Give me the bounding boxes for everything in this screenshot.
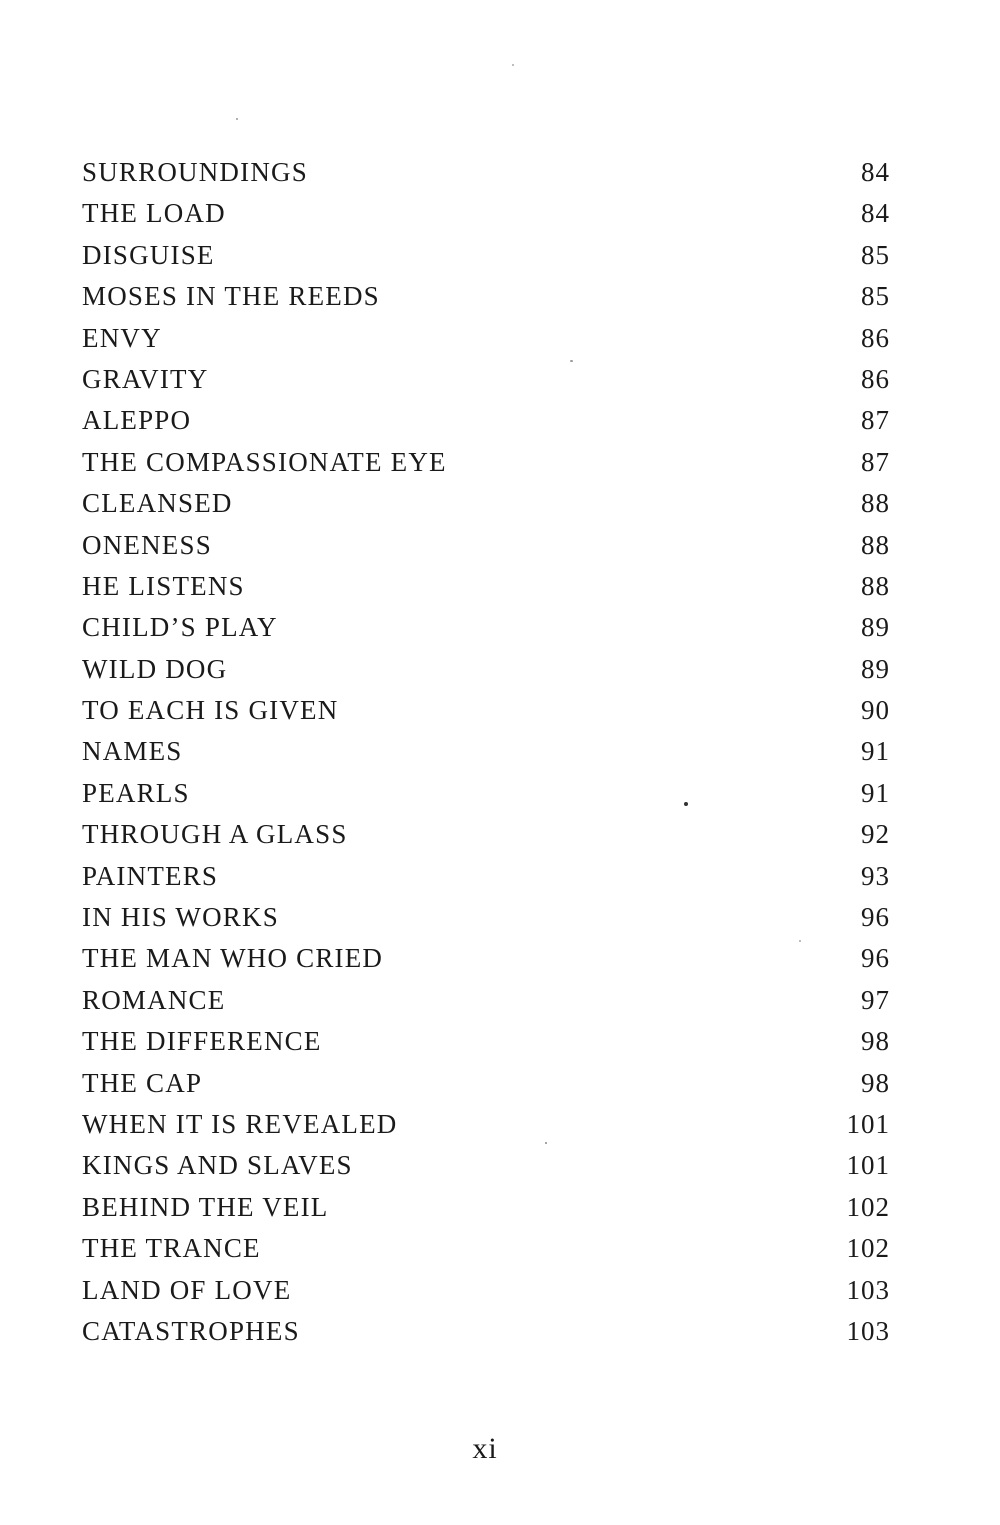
toc-entry: [82, 607, 890, 648]
toc-entry-page: 96: [861, 902, 890, 933]
scan-speck: [545, 1142, 547, 1144]
toc-entry: [82, 359, 890, 400]
toc-entry-title: LAND OF LOVE: [82, 1274, 292, 1305]
toc-entry-title: MOSES IN THE REEDS: [82, 281, 380, 312]
toc-entry-page: 96: [861, 943, 890, 974]
toc-entry: [82, 152, 890, 193]
toc-entry-page: 101: [846, 1108, 890, 1139]
toc-entry-title: THE CAP: [82, 1067, 203, 1098]
toc-entry-title: THE TRANCE: [82, 1233, 261, 1264]
scan-speck: [684, 802, 688, 806]
toc-entry: [82, 856, 890, 897]
toc-entry: [82, 235, 890, 276]
toc-entry-title: THE LOAD: [82, 198, 226, 229]
scan-speck: [799, 940, 801, 942]
toc-entry: [82, 1145, 890, 1186]
toc-entry-page: 85: [861, 281, 890, 312]
toc-entry-title: ONENESS: [82, 529, 212, 560]
toc-entry-page: 90: [861, 695, 890, 726]
toc-entry-page: 91: [861, 777, 890, 808]
toc-entry-page: 89: [861, 612, 890, 643]
toc-entry: [82, 1104, 890, 1145]
scan-speck: [236, 118, 238, 120]
scan-speck: [570, 360, 573, 362]
toc-entry: [82, 525, 890, 566]
toc-entry-title: TO EACH IS GIVEN: [82, 695, 339, 726]
toc-entry-page: 87: [861, 446, 890, 477]
toc-entry-title: HE LISTENS: [82, 570, 245, 601]
toc-entry-page: 84: [861, 157, 890, 187]
toc-entry-page: 84: [861, 198, 890, 229]
toc-entry: [82, 442, 890, 483]
toc-entry-title: THE MAN WHO CRIED: [82, 943, 384, 974]
toc-entry-title: CHILD’S PLAY: [82, 612, 278, 643]
toc-entry-page: 93: [861, 860, 890, 891]
toc-entry: [82, 1021, 890, 1062]
toc-entry: [82, 897, 890, 938]
toc-entry: [82, 649, 890, 690]
toc-entry: [82, 773, 890, 814]
toc-entry: [82, 1187, 890, 1228]
toc-entry-page: 103: [846, 1315, 890, 1346]
toc-entry-page: 98: [861, 1067, 890, 1098]
toc-entry-title: BEHIND THE VEIL: [82, 1191, 329, 1222]
toc-entry-title: DISGUISE: [82, 239, 215, 270]
toc-entry-title: CATASTROPHES: [82, 1315, 300, 1346]
toc-entry-page: 91: [861, 736, 890, 767]
toc-entry: [82, 731, 890, 772]
toc-entry-title: THE COMPASSIONATE EYE: [82, 446, 447, 477]
toc-entry-title: SURROUNDINGS: [82, 157, 308, 187]
toc-entry-page: 88: [861, 529, 890, 560]
toc-entry: [82, 1228, 890, 1269]
scan-speck: [512, 64, 514, 66]
toc-entry-page: 87: [861, 405, 890, 436]
toc-entry: [82, 400, 890, 441]
toc-entry-title: THE DIFFERENCE: [82, 1026, 322, 1057]
toc-entry-page: 98: [861, 1026, 890, 1057]
toc-entry: [82, 814, 890, 855]
toc-entry: [82, 566, 890, 607]
toc-entry-title: WHEN IT IS REVEALED: [82, 1108, 398, 1139]
toc-entry-page: 102: [846, 1191, 890, 1222]
toc-entry: [82, 276, 890, 317]
toc-entry-page: 102: [846, 1233, 890, 1264]
toc-entry-page: 103: [846, 1274, 890, 1305]
toc-entry: [82, 980, 890, 1021]
toc-entry-page: 86: [861, 322, 890, 353]
toc-entry: [82, 1311, 890, 1352]
toc-entry-title: CLEANSED: [82, 488, 233, 519]
toc-entry-title: IN HIS WORKS: [82, 902, 279, 933]
toc-entry-title: NAMES: [82, 736, 183, 767]
table-of-contents: [82, 152, 890, 1352]
toc-entry-page: 92: [861, 819, 890, 850]
toc-entry-title: ROMANCE: [82, 984, 226, 1015]
toc-entry: [82, 193, 890, 234]
toc-entry-title: WILD DOG: [82, 653, 228, 684]
toc-entry-title: PEARLS: [82, 777, 190, 808]
toc-entry-title: GRAVITY: [82, 363, 209, 394]
toc-entry: [82, 483, 890, 524]
toc-entry-page: 88: [861, 488, 890, 519]
toc-entry: [82, 318, 890, 359]
toc-entry-title: KINGS AND SLAVES: [82, 1150, 353, 1181]
toc-entry-page: 89: [861, 653, 890, 684]
toc-entry-page: 85: [861, 239, 890, 270]
toc-entry: [82, 938, 890, 979]
toc-entry-page: 101: [846, 1150, 890, 1181]
toc-entry-page: 97: [861, 984, 890, 1015]
toc-entry-title: ALEPPO: [82, 405, 192, 436]
page-number: xi: [472, 1432, 498, 1465]
toc-entry: [82, 1063, 890, 1104]
toc-entry-title: PAINTERS: [82, 860, 219, 891]
toc-entry-title: THROUGH A GLASS: [82, 819, 348, 850]
toc-entry-title: ENVY: [82, 322, 162, 353]
toc-entry-page: 88: [861, 570, 890, 601]
toc-entry: [82, 690, 890, 731]
toc-entry: [82, 1270, 890, 1311]
toc-entry-page: 86: [861, 363, 890, 394]
